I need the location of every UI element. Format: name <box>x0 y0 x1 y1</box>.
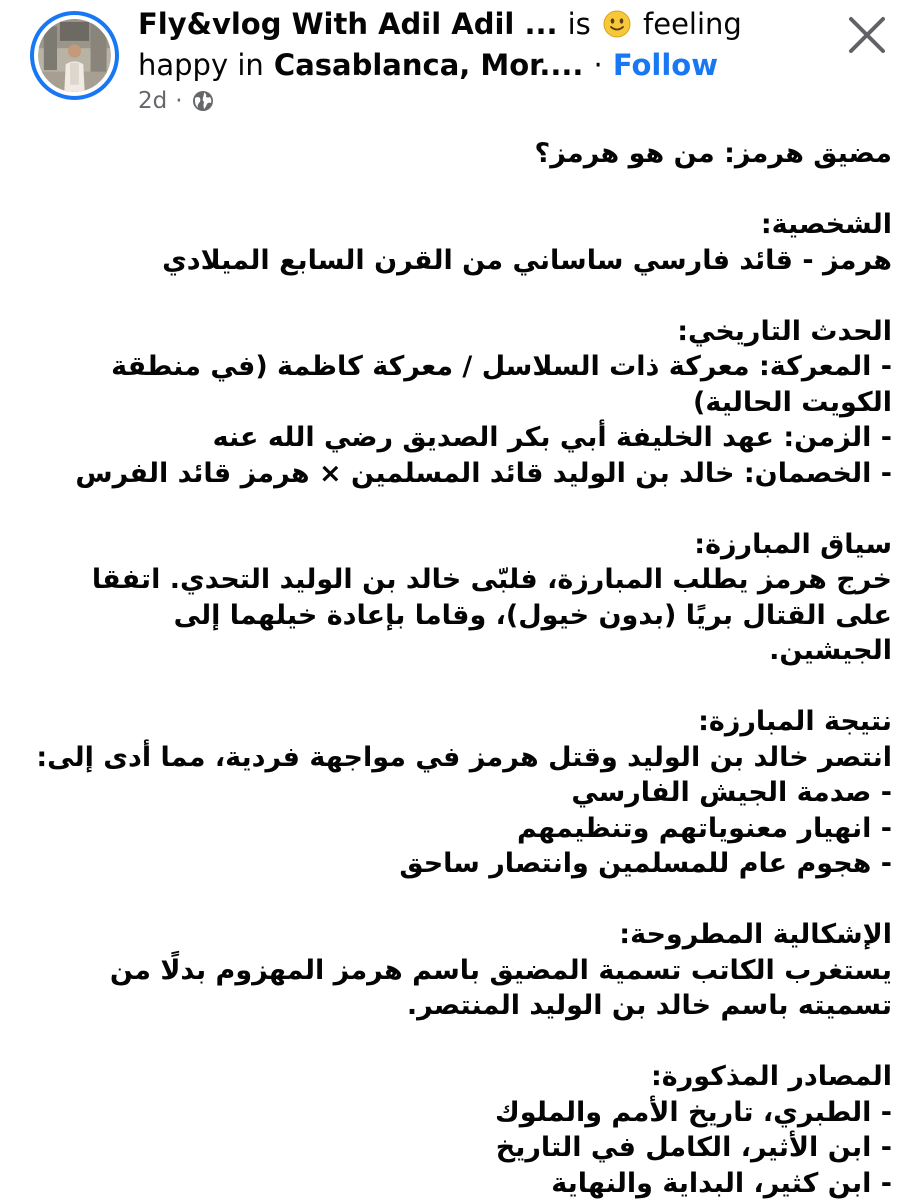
separator-dot: · <box>594 48 603 82</box>
section-paragraph: يستغرب الكاتب تسمية المضيق باسم هرمز المهزوم بدلًا من تسميته باسم خالد بن الوليد المنتصر. <box>70 953 892 1024</box>
section-heading-duel-context: سياق المبارزة: <box>70 527 892 563</box>
post-header <box>0 0 918 125</box>
section-paragraph: خرج هرمز يطلب المبارزة، فلبّى خالد بن الوليد التحدي. اتفقا على القتال بريًا (بدون خيول)، وقاما بإعادة خيلهما إلى الجيشين. <box>70 562 892 669</box>
author-name[interactable]: Fly&vlog With Adil Adil ... <box>138 7 558 41</box>
section-line: هرمز - قائد فارسي ساساني من القرن السابع الميلادي <box>70 243 892 279</box>
section-line: - الخصمان: خالد بن الوليد قائد المسلمين × هرمز قائد الفرس <box>70 456 892 492</box>
meta-separator: · <box>175 86 182 116</box>
section-line: - الزمن: عهد الخليفة أبي بكر الصديق رضي الله عنه <box>70 420 892 456</box>
post-title: مضيق هرمز: من هو هرمز؟ <box>70 136 892 172</box>
section-line: - انهيار معنوياتهم وتنظيمهم <box>70 811 892 847</box>
slightly-smiling-face-icon <box>603 10 631 38</box>
is-text: is <box>568 7 591 41</box>
location-link[interactable]: Casablanca, Mor.... <box>274 48 583 82</box>
section-heading-sources: المصادر المذكورة: <box>70 1059 892 1095</box>
section-heading-historical-event: الحدث التاريخي: <box>70 314 892 350</box>
section-heading-problem: الإشكالية المطروحة: <box>70 917 892 953</box>
post-body <box>70 136 892 1201</box>
section-line: - ابن الأثير، الكامل في التاريخ <box>70 1130 892 1166</box>
avatar[interactable] <box>30 11 119 100</box>
close-button[interactable] <box>842 12 892 58</box>
section-line: - ابن كثير، البداية والنهاية <box>70 1166 892 1201</box>
post-meta <box>138 86 215 116</box>
close-icon <box>842 12 892 58</box>
section-line: - المعركة: معركة ذات السلاسل / معركة كاظمة (في منطقة الكويت الحالية) <box>70 349 892 420</box>
globe-icon[interactable] <box>191 89 215 113</box>
follow-button[interactable]: Follow <box>613 48 718 82</box>
section-heading-duel-result: نتيجة المبارزة: <box>70 704 892 740</box>
section-line: - هجوم عام للمسلمين وانتصار ساحق <box>70 846 892 882</box>
section-heading-character: الشخصية: <box>70 207 892 243</box>
happy-in-text: happy in <box>138 48 264 82</box>
feeling-text: feeling <box>643 7 742 41</box>
section-line: - صدمة الجيش الفارسي <box>70 775 892 811</box>
section-line: انتصر خالد بن الوليد وقتل هرمز في مواجهة فردية، مما أدى إلى: <box>70 740 892 776</box>
profile-photo <box>38 19 111 92</box>
post-author-line <box>138 4 828 86</box>
post-timestamp[interactable]: 2d <box>138 86 167 116</box>
section-line: - الطبري، تاريخ الأمم والملوك <box>70 1095 892 1131</box>
